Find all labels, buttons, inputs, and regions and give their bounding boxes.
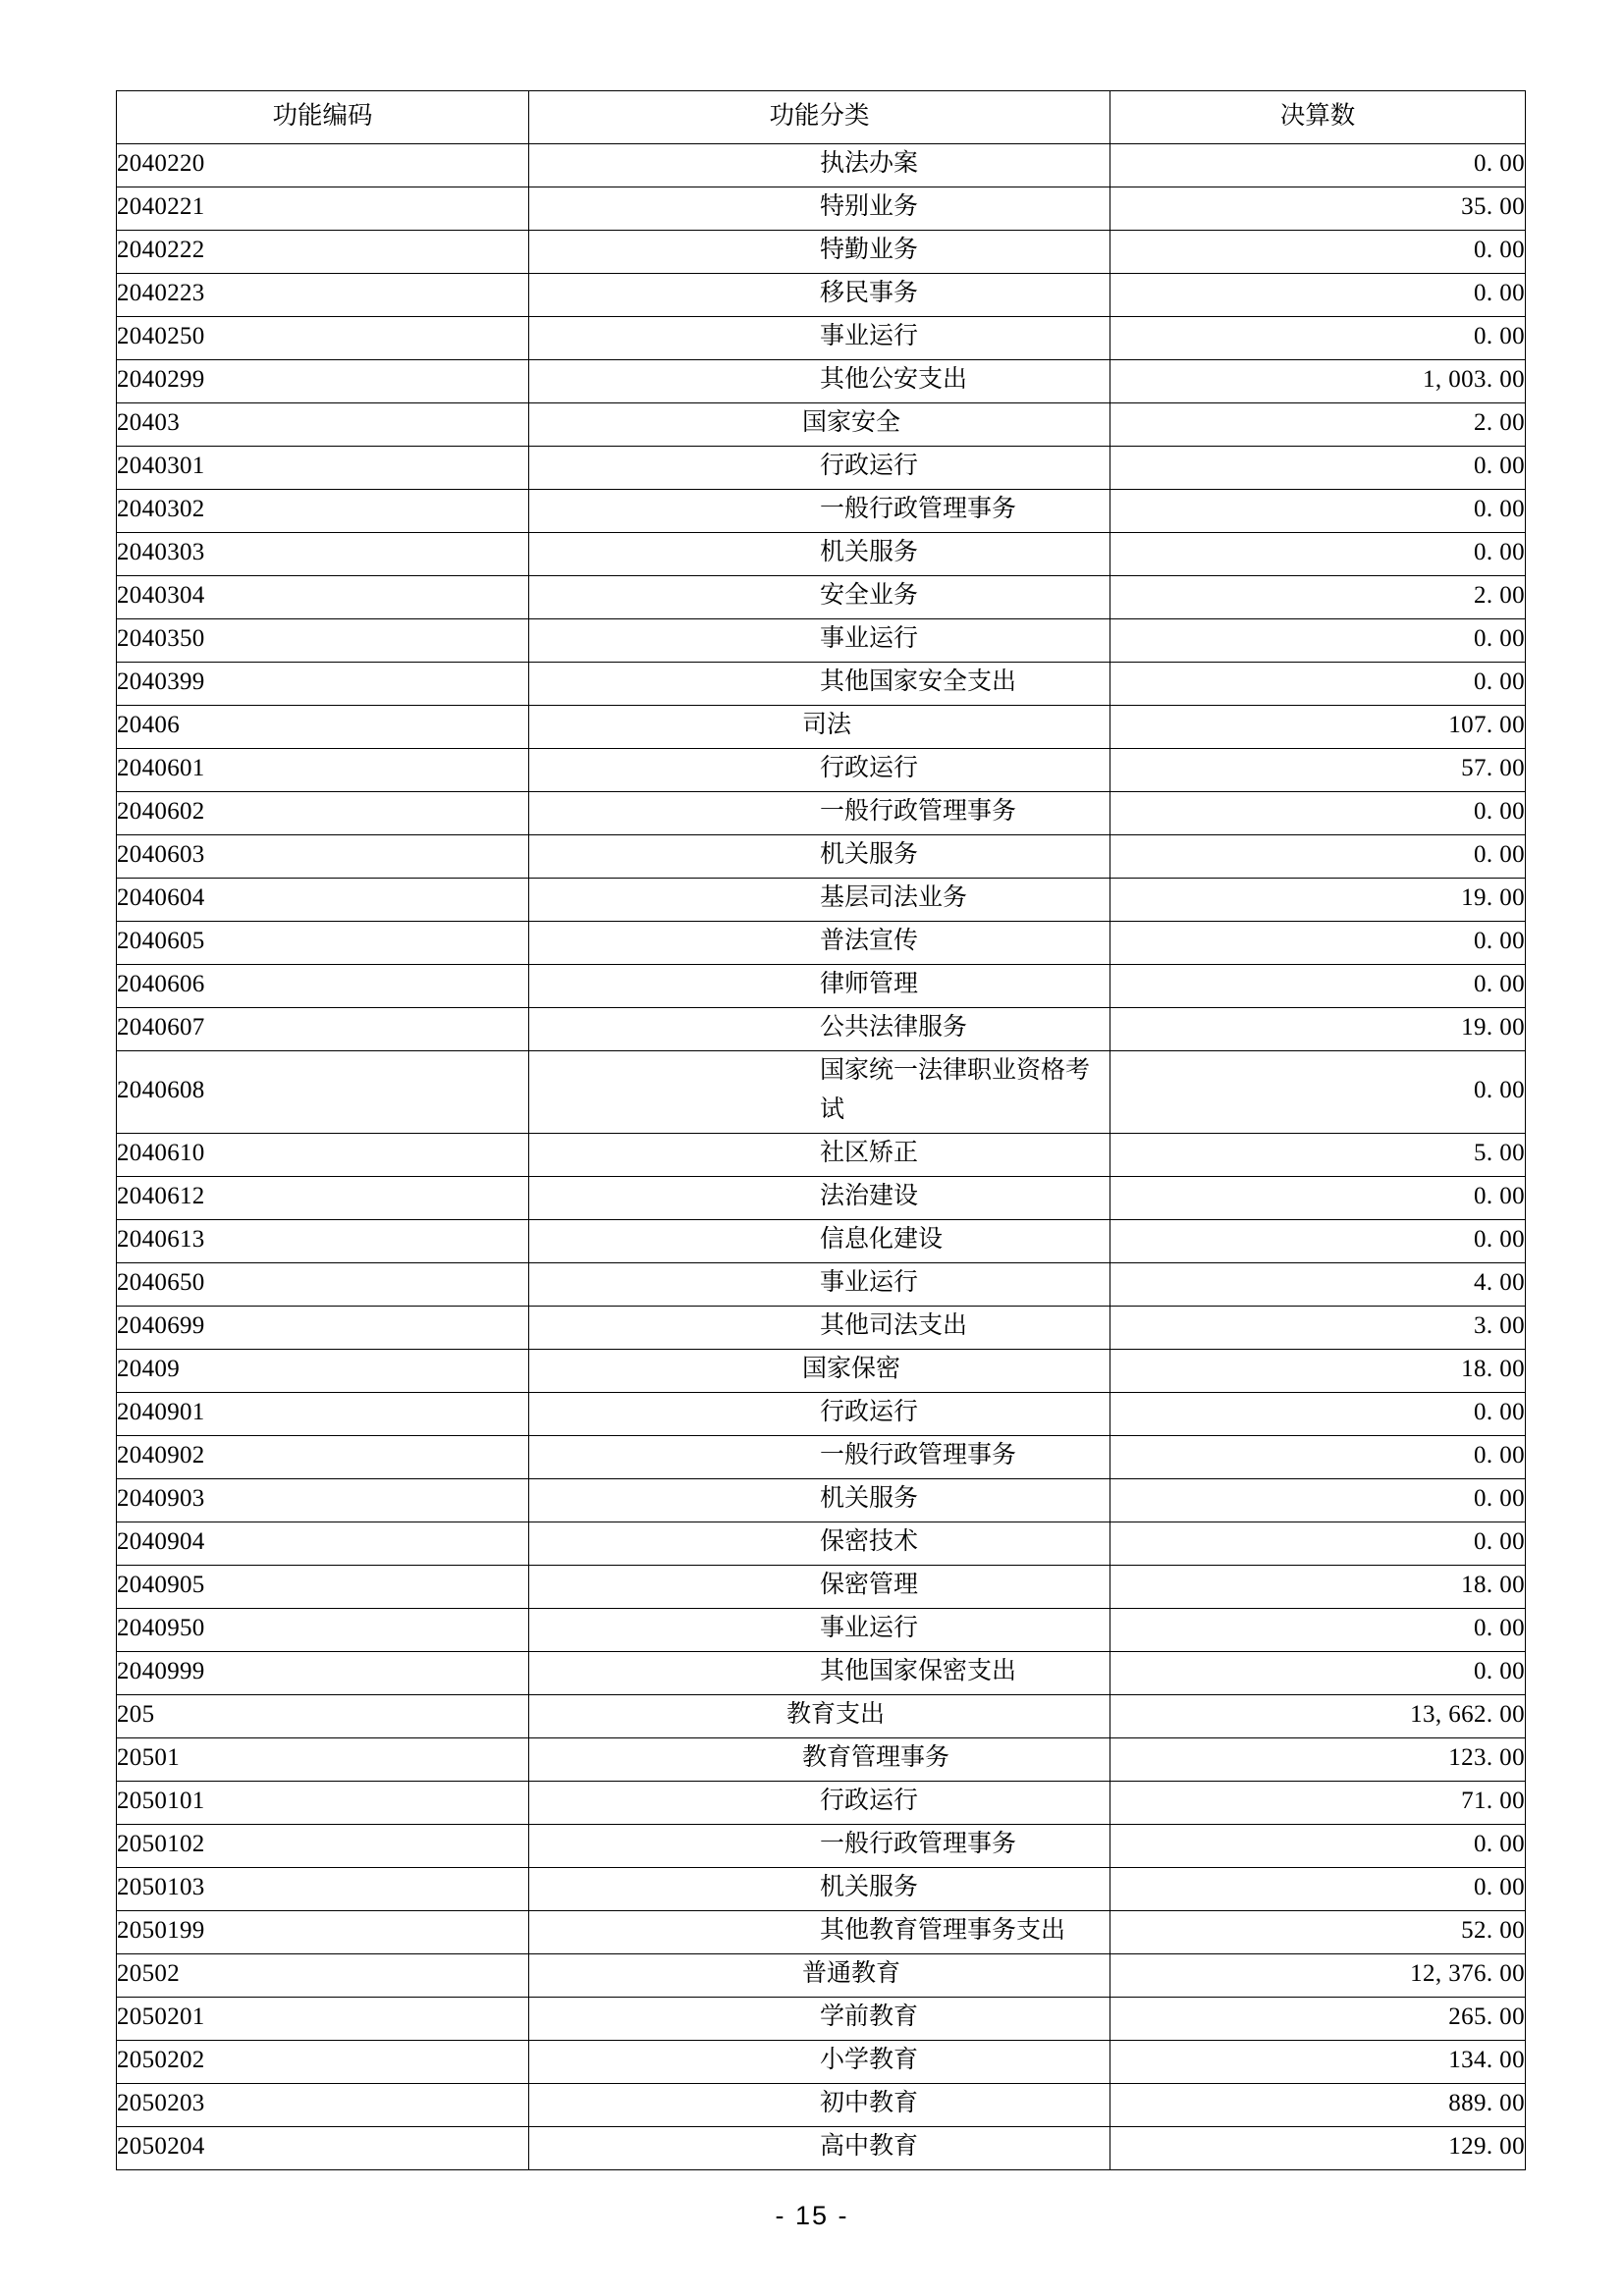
table-row xyxy=(117,1393,1526,1436)
function-name-label: 学前教育 xyxy=(820,2003,919,2030)
function-name-label: 特勤业务 xyxy=(820,237,919,263)
table-row xyxy=(117,1825,1526,1868)
function-name-label: 机关服务 xyxy=(820,841,919,868)
amount-value: 0. 00 xyxy=(1474,539,1525,565)
function-name-label: 特别业务 xyxy=(820,193,919,220)
table-row xyxy=(117,144,1526,187)
cell-function-code: 2040904 xyxy=(117,1522,529,1566)
cell-function-code: 20502 xyxy=(117,1954,529,1998)
function-name-label: 行政运行 xyxy=(820,1399,919,1425)
function-name-label: 机关服务 xyxy=(820,539,919,565)
cell-function-code: 2040601 xyxy=(117,749,529,792)
amount-value: 129. 00 xyxy=(1448,2133,1525,2160)
cell-function-code: 2050199 xyxy=(117,1911,529,1954)
amount-value: 52. 00 xyxy=(1461,1917,1525,1944)
cell-function-code: 2040608 xyxy=(117,1051,529,1134)
cell-function-code: 205 xyxy=(117,1695,529,1738)
cell-final-amount xyxy=(1110,533,1526,576)
cell-function-code: 2040299 xyxy=(117,360,529,403)
cell-final-amount xyxy=(1110,1825,1526,1868)
cell-function-name xyxy=(529,2084,1110,2127)
cell-function-code: 2040303 xyxy=(117,533,529,576)
cell-final-amount xyxy=(1110,792,1526,835)
amount-value: 19. 00 xyxy=(1461,1014,1525,1041)
table-row xyxy=(117,1134,1526,1177)
function-name-label: 执法办案 xyxy=(820,150,919,177)
cell-function-name xyxy=(529,1177,1110,1220)
column-header-name: 功能分类 xyxy=(529,91,1110,144)
cell-function-name xyxy=(529,879,1110,922)
cell-function-code: 2040301 xyxy=(117,447,529,490)
cell-function-name xyxy=(529,835,1110,879)
amount-value: 0. 00 xyxy=(1474,453,1525,479)
function-name-label: 教育管理事务 xyxy=(802,1744,950,1771)
amount-value: 265. 00 xyxy=(1448,2003,1525,2030)
cell-final-amount xyxy=(1110,1393,1526,1436)
cell-function-code: 2040902 xyxy=(117,1436,529,1479)
function-name-label: 信息化建设 xyxy=(820,1226,944,1253)
cell-final-amount xyxy=(1110,1350,1526,1393)
cell-final-amount xyxy=(1110,2084,1526,2127)
cell-function-name xyxy=(529,1695,1110,1738)
amount-value: 0. 00 xyxy=(1474,971,1525,997)
cell-final-amount xyxy=(1110,749,1526,792)
cell-function-name xyxy=(529,1051,1110,1134)
cell-function-code: 20409 xyxy=(117,1350,529,1393)
table-row xyxy=(117,1522,1526,1566)
cell-final-amount xyxy=(1110,1954,1526,1998)
cell-final-amount xyxy=(1110,1652,1526,1695)
cell-function-name xyxy=(529,965,1110,1008)
table-row xyxy=(117,1263,1526,1307)
function-name-label: 其他国家安全支出 xyxy=(820,668,1017,695)
cell-function-name xyxy=(529,576,1110,619)
column-header-amount: 决算数 xyxy=(1110,91,1526,144)
cell-function-code: 2040950 xyxy=(117,1609,529,1652)
amount-value: 13, 662. 00 xyxy=(1410,1701,1525,1728)
function-name-label: 社区矫正 xyxy=(820,1140,919,1166)
function-name-label: 国家统一法律职业资格考试 xyxy=(820,1057,1091,1123)
table-row xyxy=(117,1220,1526,1263)
cell-final-amount xyxy=(1110,706,1526,749)
amount-value: 0. 00 xyxy=(1474,1658,1525,1684)
function-name-label: 高中教育 xyxy=(820,2133,919,2160)
amount-value: 123. 00 xyxy=(1448,1744,1525,1771)
cell-function-code: 2040604 xyxy=(117,879,529,922)
function-name-label: 事业运行 xyxy=(820,1269,919,1296)
cell-function-code: 2040399 xyxy=(117,663,529,706)
table-row xyxy=(117,1307,1526,1350)
function-name-label: 移民事务 xyxy=(820,280,919,306)
cell-function-name xyxy=(529,1652,1110,1695)
cell-function-code: 2040901 xyxy=(117,1393,529,1436)
cell-function-code: 2040221 xyxy=(117,187,529,231)
cell-function-code: 20501 xyxy=(117,1738,529,1782)
cell-function-code: 2040613 xyxy=(117,1220,529,1263)
cell-function-code: 2040220 xyxy=(117,144,529,187)
amount-value: 5. 00 xyxy=(1474,1140,1525,1166)
cell-function-name xyxy=(529,1825,1110,1868)
function-name-label: 普通教育 xyxy=(802,1960,901,1987)
table-row xyxy=(117,922,1526,965)
function-name-label: 行政运行 xyxy=(820,453,919,479)
cell-function-name xyxy=(529,1998,1110,2041)
cell-function-name xyxy=(529,533,1110,576)
cell-final-amount xyxy=(1110,144,1526,187)
table-row xyxy=(117,2041,1526,2084)
table-row xyxy=(117,187,1526,231)
cell-function-code: 2040699 xyxy=(117,1307,529,1350)
cell-final-amount xyxy=(1110,576,1526,619)
table-row xyxy=(117,1652,1526,1695)
table-row xyxy=(117,1738,1526,1782)
table-row xyxy=(117,706,1526,749)
table-row xyxy=(117,835,1526,879)
amount-value: 0. 00 xyxy=(1474,668,1525,695)
table-row xyxy=(117,490,1526,533)
amount-value: 57. 00 xyxy=(1461,755,1525,781)
cell-final-amount xyxy=(1110,1051,1526,1134)
cell-function-name xyxy=(529,1954,1110,1998)
amount-value: 0. 00 xyxy=(1474,625,1525,652)
table-row xyxy=(117,1479,1526,1522)
cell-function-code: 2040612 xyxy=(117,1177,529,1220)
cell-function-name xyxy=(529,490,1110,533)
amount-value: 0. 00 xyxy=(1474,1485,1525,1512)
amount-value: 0. 00 xyxy=(1474,798,1525,825)
table-row xyxy=(117,231,1526,274)
cell-function-code: 2040350 xyxy=(117,619,529,663)
function-name-label: 一般行政管理事务 xyxy=(820,1831,1017,1857)
amount-value: 18. 00 xyxy=(1461,1356,1525,1382)
cell-function-name xyxy=(529,1220,1110,1263)
table-row xyxy=(117,317,1526,360)
column-header-code: 功能编码 xyxy=(117,91,529,144)
table-row xyxy=(117,1954,1526,1998)
function-name-label: 一般行政管理事务 xyxy=(820,798,1017,825)
table-row xyxy=(117,1782,1526,1825)
table-row xyxy=(117,1566,1526,1609)
cell-function-code: 2050103 xyxy=(117,1868,529,1911)
cell-function-name xyxy=(529,1307,1110,1350)
function-name-label: 小学教育 xyxy=(820,2047,919,2073)
amount-value: 889. 00 xyxy=(1448,2090,1525,2116)
amount-value: 0. 00 xyxy=(1474,323,1525,349)
table-row xyxy=(117,792,1526,835)
table-row xyxy=(117,1911,1526,1954)
amount-value: 0. 00 xyxy=(1474,496,1525,522)
table-row xyxy=(117,1177,1526,1220)
cell-function-code: 2050202 xyxy=(117,2041,529,2084)
table-row xyxy=(117,533,1526,576)
cell-function-name xyxy=(529,360,1110,403)
table-row xyxy=(117,403,1526,447)
function-name-label: 行政运行 xyxy=(820,1788,919,1814)
function-name-label: 其他国家保密支出 xyxy=(820,1658,1017,1684)
amount-value: 0. 00 xyxy=(1474,1183,1525,1209)
cell-function-name xyxy=(529,447,1110,490)
function-name-label: 普法宣传 xyxy=(820,928,919,954)
table-row xyxy=(117,1008,1526,1051)
cell-function-name xyxy=(529,1436,1110,1479)
cell-function-code: 2040302 xyxy=(117,490,529,533)
page-number: - 15 - xyxy=(775,2201,849,2230)
function-name-label: 保密技术 xyxy=(820,1528,919,1555)
function-name-label: 其他公安支出 xyxy=(820,366,968,393)
amount-value: 0. 00 xyxy=(1474,1226,1525,1253)
budget-function-table xyxy=(116,90,1526,2170)
cell-final-amount xyxy=(1110,835,1526,879)
function-name-label: 其他教育管理事务支出 xyxy=(820,1917,1066,1944)
amount-value: 0. 00 xyxy=(1474,1077,1525,1103)
cell-function-code: 2040999 xyxy=(117,1652,529,1695)
function-name-label: 其他司法支出 xyxy=(820,1312,968,1339)
cell-final-amount xyxy=(1110,663,1526,706)
table-row xyxy=(117,965,1526,1008)
cell-function-code: 2040222 xyxy=(117,231,529,274)
cell-final-amount xyxy=(1110,317,1526,360)
cell-function-name xyxy=(529,231,1110,274)
cell-function-code: 2040607 xyxy=(117,1008,529,1051)
cell-function-code: 2050101 xyxy=(117,1782,529,1825)
cell-function-name xyxy=(529,1479,1110,1522)
function-name-label: 安全业务 xyxy=(820,582,919,609)
amount-value: 0. 00 xyxy=(1474,1399,1525,1425)
cell-function-name xyxy=(529,1522,1110,1566)
cell-final-amount xyxy=(1110,1738,1526,1782)
cell-function-code: 2040603 xyxy=(117,835,529,879)
cell-function-code: 2040223 xyxy=(117,274,529,317)
amount-value: 35. 00 xyxy=(1461,193,1525,220)
cell-final-amount xyxy=(1110,1782,1526,1825)
function-name-label: 机关服务 xyxy=(820,1874,919,1900)
amount-value: 2. 00 xyxy=(1474,582,1525,609)
cell-function-code: 2050204 xyxy=(117,2127,529,2170)
cell-function-code: 2050203 xyxy=(117,2084,529,2127)
cell-function-code: 2040606 xyxy=(117,965,529,1008)
table-header-row xyxy=(117,91,1526,144)
cell-final-amount xyxy=(1110,1695,1526,1738)
cell-function-name xyxy=(529,706,1110,749)
cell-final-amount xyxy=(1110,1177,1526,1220)
function-name-label: 保密管理 xyxy=(820,1572,919,1598)
function-name-label: 事业运行 xyxy=(820,1615,919,1641)
function-name-label: 一般行政管理事务 xyxy=(820,1442,1017,1468)
cell-function-code: 2040903 xyxy=(117,1479,529,1522)
cell-final-amount xyxy=(1110,403,1526,447)
cell-function-name xyxy=(529,1393,1110,1436)
cell-function-code: 2040650 xyxy=(117,1263,529,1307)
cell-function-name xyxy=(529,749,1110,792)
cell-function-name xyxy=(529,1263,1110,1307)
table-row xyxy=(117,360,1526,403)
cell-function-name xyxy=(529,144,1110,187)
cell-function-name xyxy=(529,1609,1110,1652)
table-header xyxy=(117,91,1526,144)
cell-final-amount xyxy=(1110,879,1526,922)
budget-table-container xyxy=(116,90,1525,2170)
table-row xyxy=(117,879,1526,922)
table-row xyxy=(117,1350,1526,1393)
function-name-label: 事业运行 xyxy=(820,323,919,349)
cell-final-amount xyxy=(1110,1479,1526,1522)
cell-function-code: 2040250 xyxy=(117,317,529,360)
amount-value: 134. 00 xyxy=(1448,2047,1525,2073)
table-row xyxy=(117,1868,1526,1911)
cell-function-name xyxy=(529,1868,1110,1911)
cell-final-amount xyxy=(1110,1868,1526,1911)
function-name-label: 机关服务 xyxy=(820,1485,919,1512)
cell-function-code: 2040905 xyxy=(117,1566,529,1609)
cell-final-amount xyxy=(1110,1134,1526,1177)
cell-function-code: 2040304 xyxy=(117,576,529,619)
amount-value: 0. 00 xyxy=(1474,1528,1525,1555)
cell-final-amount xyxy=(1110,490,1526,533)
cell-function-code: 2040610 xyxy=(117,1134,529,1177)
cell-function-name xyxy=(529,2127,1110,2170)
cell-final-amount xyxy=(1110,360,1526,403)
cell-final-amount xyxy=(1110,1566,1526,1609)
amount-value: 0. 00 xyxy=(1474,237,1525,263)
function-name-label: 事业运行 xyxy=(820,625,919,652)
cell-final-amount xyxy=(1110,1911,1526,1954)
function-name-label: 公共法律服务 xyxy=(820,1014,968,1041)
cell-function-code: 2050201 xyxy=(117,1998,529,2041)
function-name-label: 基层司法业务 xyxy=(820,884,968,911)
amount-value: 0. 00 xyxy=(1474,841,1525,868)
table-row xyxy=(117,1436,1526,1479)
cell-function-name xyxy=(529,1350,1110,1393)
table-row xyxy=(117,274,1526,317)
cell-function-name xyxy=(529,274,1110,317)
cell-final-amount xyxy=(1110,1008,1526,1051)
cell-function-name xyxy=(529,1911,1110,1954)
table-row xyxy=(117,619,1526,663)
table-row xyxy=(117,1051,1526,1134)
cell-final-amount xyxy=(1110,447,1526,490)
table-row xyxy=(117,749,1526,792)
amount-value: 107. 00 xyxy=(1448,712,1525,738)
cell-function-name xyxy=(529,792,1110,835)
table-row xyxy=(117,1695,1526,1738)
cell-final-amount xyxy=(1110,187,1526,231)
amount-value: 19. 00 xyxy=(1461,884,1525,911)
amount-value: 0. 00 xyxy=(1474,150,1525,177)
cell-function-name xyxy=(529,187,1110,231)
table-body xyxy=(117,144,1526,2170)
function-name-label: 司法 xyxy=(802,712,852,738)
cell-function-name xyxy=(529,663,1110,706)
amount-value: 0. 00 xyxy=(1474,1615,1525,1641)
function-name-label: 国家保密 xyxy=(802,1356,901,1382)
amount-value: 1, 003. 00 xyxy=(1423,366,1525,393)
amount-value: 0. 00 xyxy=(1474,928,1525,954)
amount-value: 12, 376. 00 xyxy=(1410,1960,1525,1987)
cell-final-amount xyxy=(1110,619,1526,663)
amount-value: 4. 00 xyxy=(1474,1269,1525,1296)
cell-final-amount xyxy=(1110,231,1526,274)
cell-function-name xyxy=(529,2041,1110,2084)
cell-function-code: 20406 xyxy=(117,706,529,749)
cell-final-amount xyxy=(1110,965,1526,1008)
table-row xyxy=(117,2084,1526,2127)
function-name-label: 一般行政管理事务 xyxy=(820,496,1017,522)
cell-final-amount xyxy=(1110,1998,1526,2041)
function-name-label: 法治建设 xyxy=(820,1183,919,1209)
cell-final-amount xyxy=(1110,1436,1526,1479)
cell-function-name xyxy=(529,1738,1110,1782)
cell-function-name xyxy=(529,1782,1110,1825)
function-name-label: 初中教育 xyxy=(820,2090,919,2116)
cell-final-amount xyxy=(1110,2041,1526,2084)
amount-value: 0. 00 xyxy=(1474,1831,1525,1857)
amount-value: 0. 00 xyxy=(1474,1442,1525,1468)
cell-function-code: 2040602 xyxy=(117,792,529,835)
function-name-label: 行政运行 xyxy=(820,755,919,781)
function-name-label: 律师管理 xyxy=(820,971,919,997)
cell-function-name xyxy=(529,1134,1110,1177)
cell-final-amount xyxy=(1110,922,1526,965)
cell-function-name xyxy=(529,619,1110,663)
cell-final-amount xyxy=(1110,1263,1526,1307)
cell-function-name xyxy=(529,1566,1110,1609)
function-name-label: 教育支出 xyxy=(786,1701,886,1728)
amount-value: 2. 00 xyxy=(1474,409,1525,436)
cell-final-amount xyxy=(1110,1220,1526,1263)
amount-value: 18. 00 xyxy=(1461,1572,1525,1598)
amount-value: 3. 00 xyxy=(1474,1312,1525,1339)
table-row xyxy=(117,663,1526,706)
table-row xyxy=(117,447,1526,490)
cell-final-amount xyxy=(1110,1522,1526,1566)
cell-function-code: 2050102 xyxy=(117,1825,529,1868)
function-name-label: 国家安全 xyxy=(802,409,901,436)
amount-value: 0. 00 xyxy=(1474,280,1525,306)
cell-final-amount xyxy=(1110,2127,1526,2170)
table-row xyxy=(117,576,1526,619)
amount-value: 71. 00 xyxy=(1461,1788,1525,1814)
cell-final-amount xyxy=(1110,1307,1526,1350)
cell-function-code: 2040605 xyxy=(117,922,529,965)
cell-function-name xyxy=(529,1008,1110,1051)
cell-function-name xyxy=(529,922,1110,965)
cell-final-amount xyxy=(1110,274,1526,317)
cell-function-code: 20403 xyxy=(117,403,529,447)
table-row xyxy=(117,1609,1526,1652)
cell-final-amount xyxy=(1110,1609,1526,1652)
cell-function-name xyxy=(529,403,1110,447)
table-row xyxy=(117,1998,1526,2041)
amount-value: 0. 00 xyxy=(1474,1874,1525,1900)
cell-function-name xyxy=(529,317,1110,360)
table-row xyxy=(117,2127,1526,2170)
